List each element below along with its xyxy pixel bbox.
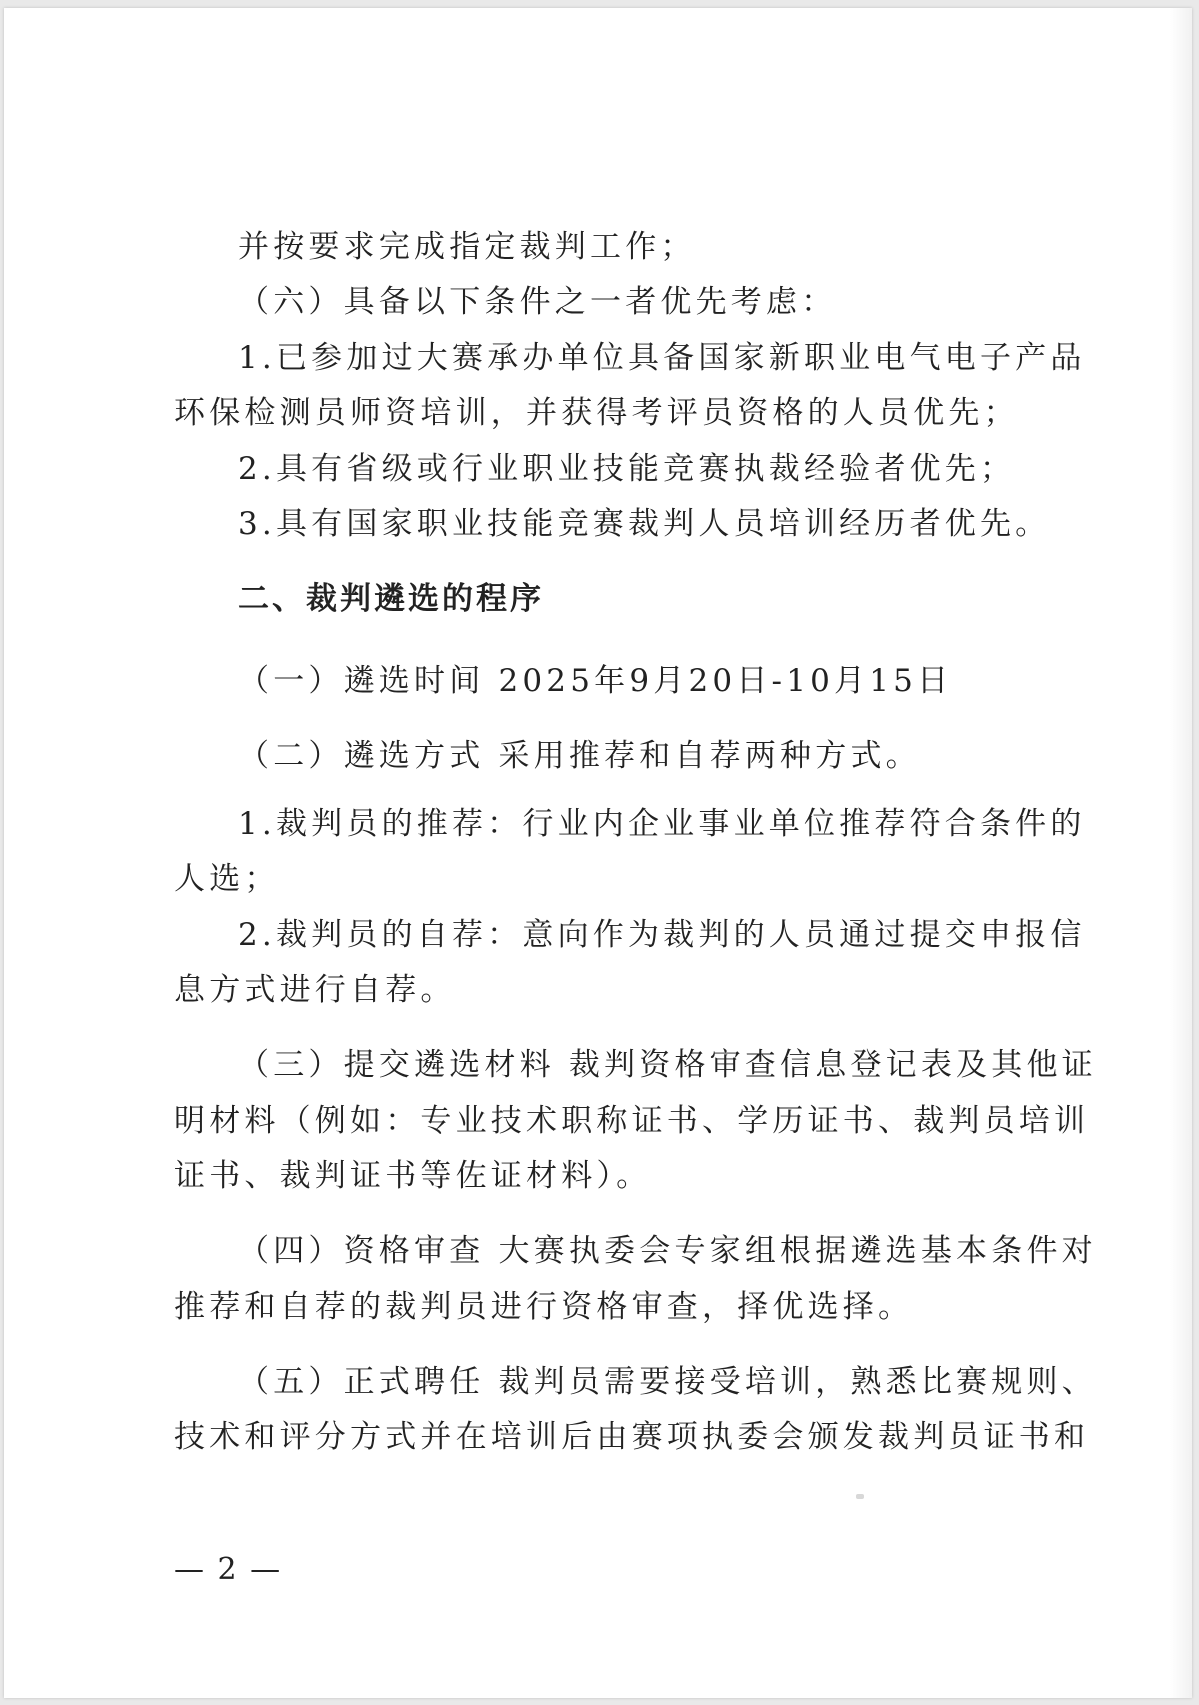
section-heading: 二、裁判遴选的程序 (238, 581, 544, 617)
paragraph-line: 2.裁判员的自荐：意向作为裁判的人员通过提交申报信 (238, 917, 1086, 953)
paragraph-line: （一）遴选时间 2025年9月20日-10月15日 (238, 663, 953, 699)
page-edge-shadow (1170, 8, 1192, 1698)
paragraph-line: 2.具有省级或行业职业技能竞赛执裁经验者优先； (238, 451, 1016, 487)
paragraph-line: 人选； (174, 861, 280, 897)
paragraph-line: 1.裁判员的推荐：行业内企业事业单位推荐符合条件的 (238, 806, 1086, 842)
paragraph-line: 1.已参加过大赛承办单位具备国家新职业电气电子产品 (238, 340, 1086, 376)
paragraph-line: 息方式进行自荐。 (174, 972, 456, 1008)
paragraph-line: 并按要求完成指定裁判工作； (238, 229, 696, 265)
page-number: — 2 — (174, 1552, 283, 1587)
paragraph-line: 3.具有国家职业技能竞赛裁判人员培训经历者优先。 (238, 506, 1051, 542)
paragraph-line: （五）正式聘任 裁判员需要接受培训，熟悉比赛规则、 (238, 1364, 1097, 1400)
paragraph-line: （三）提交遴选材料 裁判资格审查信息登记表及其他证 (238, 1047, 1097, 1083)
document-page (4, 8, 1192, 1698)
paragraph-line: 证书、裁判证书等佐证材料）。 (174, 1158, 652, 1194)
paragraph-line: （六）具备以下条件之一者优先考虑： (238, 284, 837, 320)
scan-speck (856, 1494, 864, 1499)
paragraph-line: 推荐和自荐的裁判员进行资格审查，择优选择。 (174, 1289, 914, 1325)
paragraph-line: （二）遴选方式 采用推荐和自荐两种方式。 (238, 738, 921, 774)
paragraph-line: 明材料（例如：专业技术职称证书、学历证书、裁判员培训 (174, 1103, 1090, 1139)
paragraph-line: （四）资格审查 大赛执委会专家组根据遴选基本条件对 (238, 1233, 1097, 1269)
paragraph-line: 环保检测员师资培训，并获得考评员资格的人员优先； (174, 395, 1019, 431)
paragraph-line: 技术和评分方式并在培训后由赛项执委会颁发裁判员证书和 (174, 1419, 1090, 1455)
